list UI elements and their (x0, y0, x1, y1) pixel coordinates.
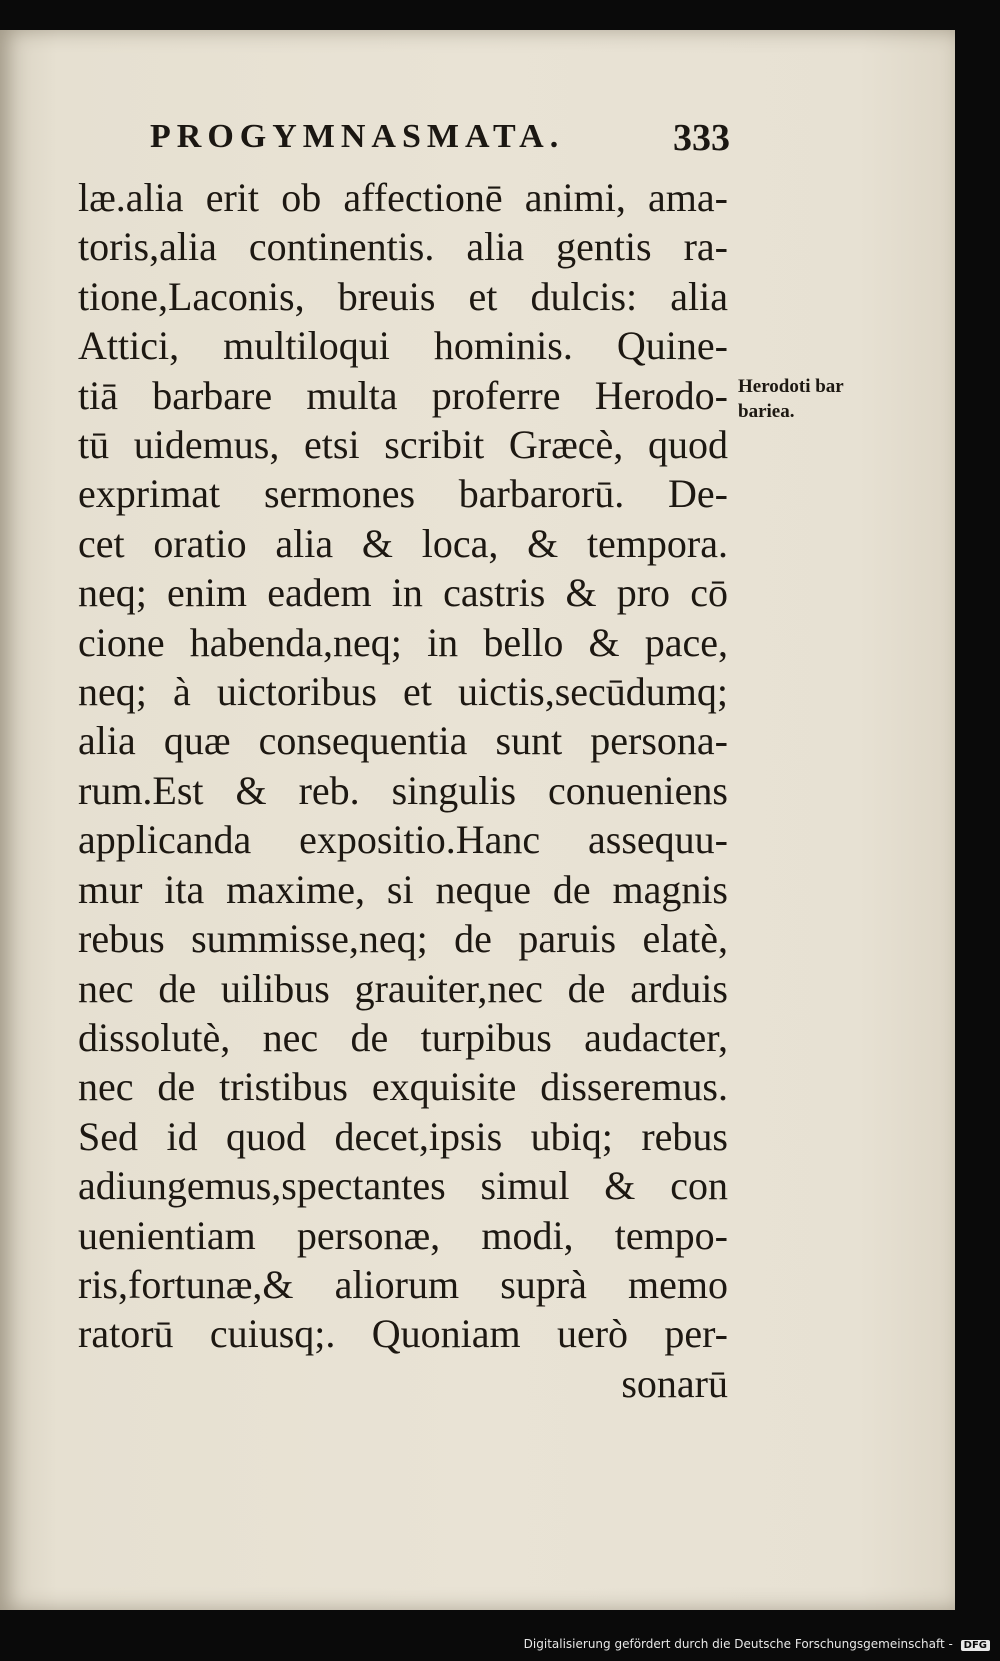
text-line: mur ita maxime, si neque de magnis (78, 866, 728, 912)
text-line: cione habenda,neq; in bello & pace, (78, 619, 728, 665)
text-line: alia quæ consequentia sunt persona- (78, 718, 728, 764)
text-line: adiungemus,spectantes simul & con (78, 1163, 728, 1209)
page-header (150, 118, 730, 164)
text-line: ris,fortunæ,& aliorum suprà memo (78, 1261, 728, 1307)
marginal-note-line: bariea. (738, 401, 795, 422)
text-line: rum.Est & reb. singulis conueniens (78, 767, 728, 813)
marginal-note-line: Herodoti bar (738, 376, 844, 397)
dfg-logo: DFG (961, 1640, 990, 1651)
text-line: tione,Laconis, breuis et dulcis: alia (78, 273, 728, 319)
catchword: sonarū (621, 1360, 728, 1406)
marginal-note (738, 374, 888, 424)
text-line: rebus summisse,neq; de paruis elatè, (78, 916, 728, 962)
text-line: tū uidemus, etsi scribit Græcè, quod (78, 422, 728, 468)
text-line: applicanda expositio.Hanc assequu- (78, 817, 728, 863)
text-line: neq; à uictoribus et uictis,secūdumq; (78, 669, 728, 715)
text-line: uenientiam personæ, modi, tempo- (78, 1212, 728, 1258)
text-line: toris,alia continentis. alia gentis ra- (78, 224, 728, 270)
text-line: exprimat sermones barbarorū. De- (78, 471, 728, 517)
credit-text: Digitalisierung gefördert durch die Deutsche Forschungsgemeinschaft - (523, 1637, 953, 1651)
text-line: neq; enim eadem in castris & pro cō (78, 570, 728, 616)
page-number: 333 (673, 117, 730, 159)
text-line: læ.alia erit ob affectionē animi, ama- (78, 175, 728, 220)
text-line: Attici, multiloqui hominis. Quine- (78, 323, 728, 369)
book-page (0, 30, 955, 1610)
body-text (78, 173, 728, 1408)
text-line: tiā barbare multa proferre Herodo- (78, 372, 728, 418)
digitization-credit (524, 1637, 990, 1651)
text-line: dissolutè, nec de turpibus audacter, (78, 1014, 728, 1060)
text-line: nec de tristibus exquisite disseremus. (78, 1064, 728, 1110)
running-title: PROGYMNASMATA. (150, 118, 565, 155)
text-line: Sed id quod decet,ipsis ubiq; rebus (78, 1113, 728, 1159)
text-line: cet oratio alia & loca, & tempora. (78, 520, 728, 566)
text-line: ratorū cuiusq;. Quoniam uerò per- (78, 1311, 728, 1357)
text-line: nec de uilibus grauiter,nec de arduis (78, 965, 728, 1011)
